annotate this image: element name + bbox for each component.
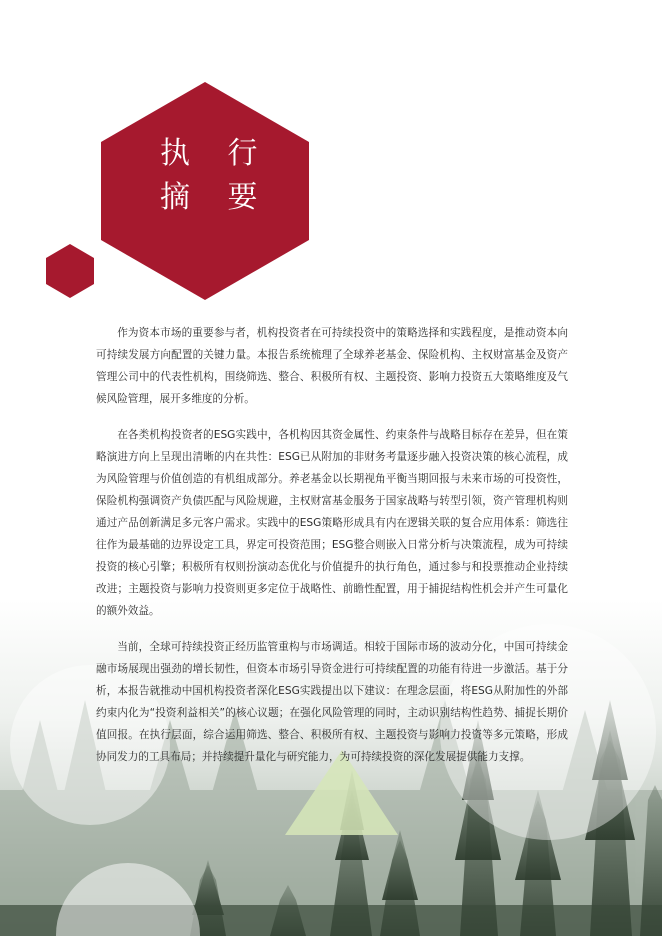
summary-body — [96, 322, 568, 782]
paragraph-1: 作为资本市场的重要参与者，机构投资者在可持续投资中的策略选择和实践程度，是推动资本向可持续发展方向配置的关键力量。本报告系统梳理了全球养老基金、保险机构、主权财富基金及资产管理公司中的代表性机构，围绕筛选、整合、积极所有权、主题投资、影响力投资五大策略维度及气候风险管理，展开多维度的分析。 — [96, 327, 568, 405]
small-hexagon — [46, 244, 94, 298]
title-line-2: 摘 要 — [160, 180, 272, 215]
paragraph-2: 在各类机构投资者的ESG实践中，各机构因其资金属性、约束条件与战略目标存在差异，但在策略演进方向上呈现出清晰的内在共性：ESG已从附加的非财务考量逐步融入投资决策的核心流程，成为风险管理与价值创造的有机组成部分。养老基金以长期视角平衡当期回报与未来市场的可投资性，保险机构强调资产负债匹配与风险规避，主权财富基金服务于国家战略与转型引领，资产管理机构则通过产品创新满足多元客户需求。实践中的ESG策略形成具有内在逻辑关联的复合应用体系：筛选往往作为最基础的边界设定工具，界定可投资范围；ESG整合则嵌入日常分析与决策流程，成为可持续投资的核心引擎；积极所有权则扮演动态优化与价值提升的执行角色，通过参与和投票推动企业持续改进；主题投资与影响力投资则更多定位于战略性、前瞻性配置，用于捕捉结构性机会并产生可量化的额外效益。 — [96, 429, 568, 617]
title-line-1: 执 行 — [160, 136, 272, 171]
paragraph-3: 当前，全球可持续投资正经历监管重构与市场调适。相较于国际市场的波动分化，中国可持续金融市场展现出强劲的增长韧性，但资本市场引导资金进行可持续配置的功能有待进一步激活。基于分析，本报告就推动中国机构投资者深化ESG实践提出以下建议：在理念层面，将ESG从附加性的外部约束内化为“投资利益相关”的核心议题；在强化风险管理的同时，主动识别结构性趋势、捕捉长期价值回报。在执行层面，综合运用筛选、整合、积极所有权、主题投资与影响力投资等多元策略，形成协同发力的工具布局；并持续提升量化与研究能力，为可持续投资的深化发展提供能力支撑。 — [96, 641, 568, 763]
page-title — [160, 132, 272, 220]
